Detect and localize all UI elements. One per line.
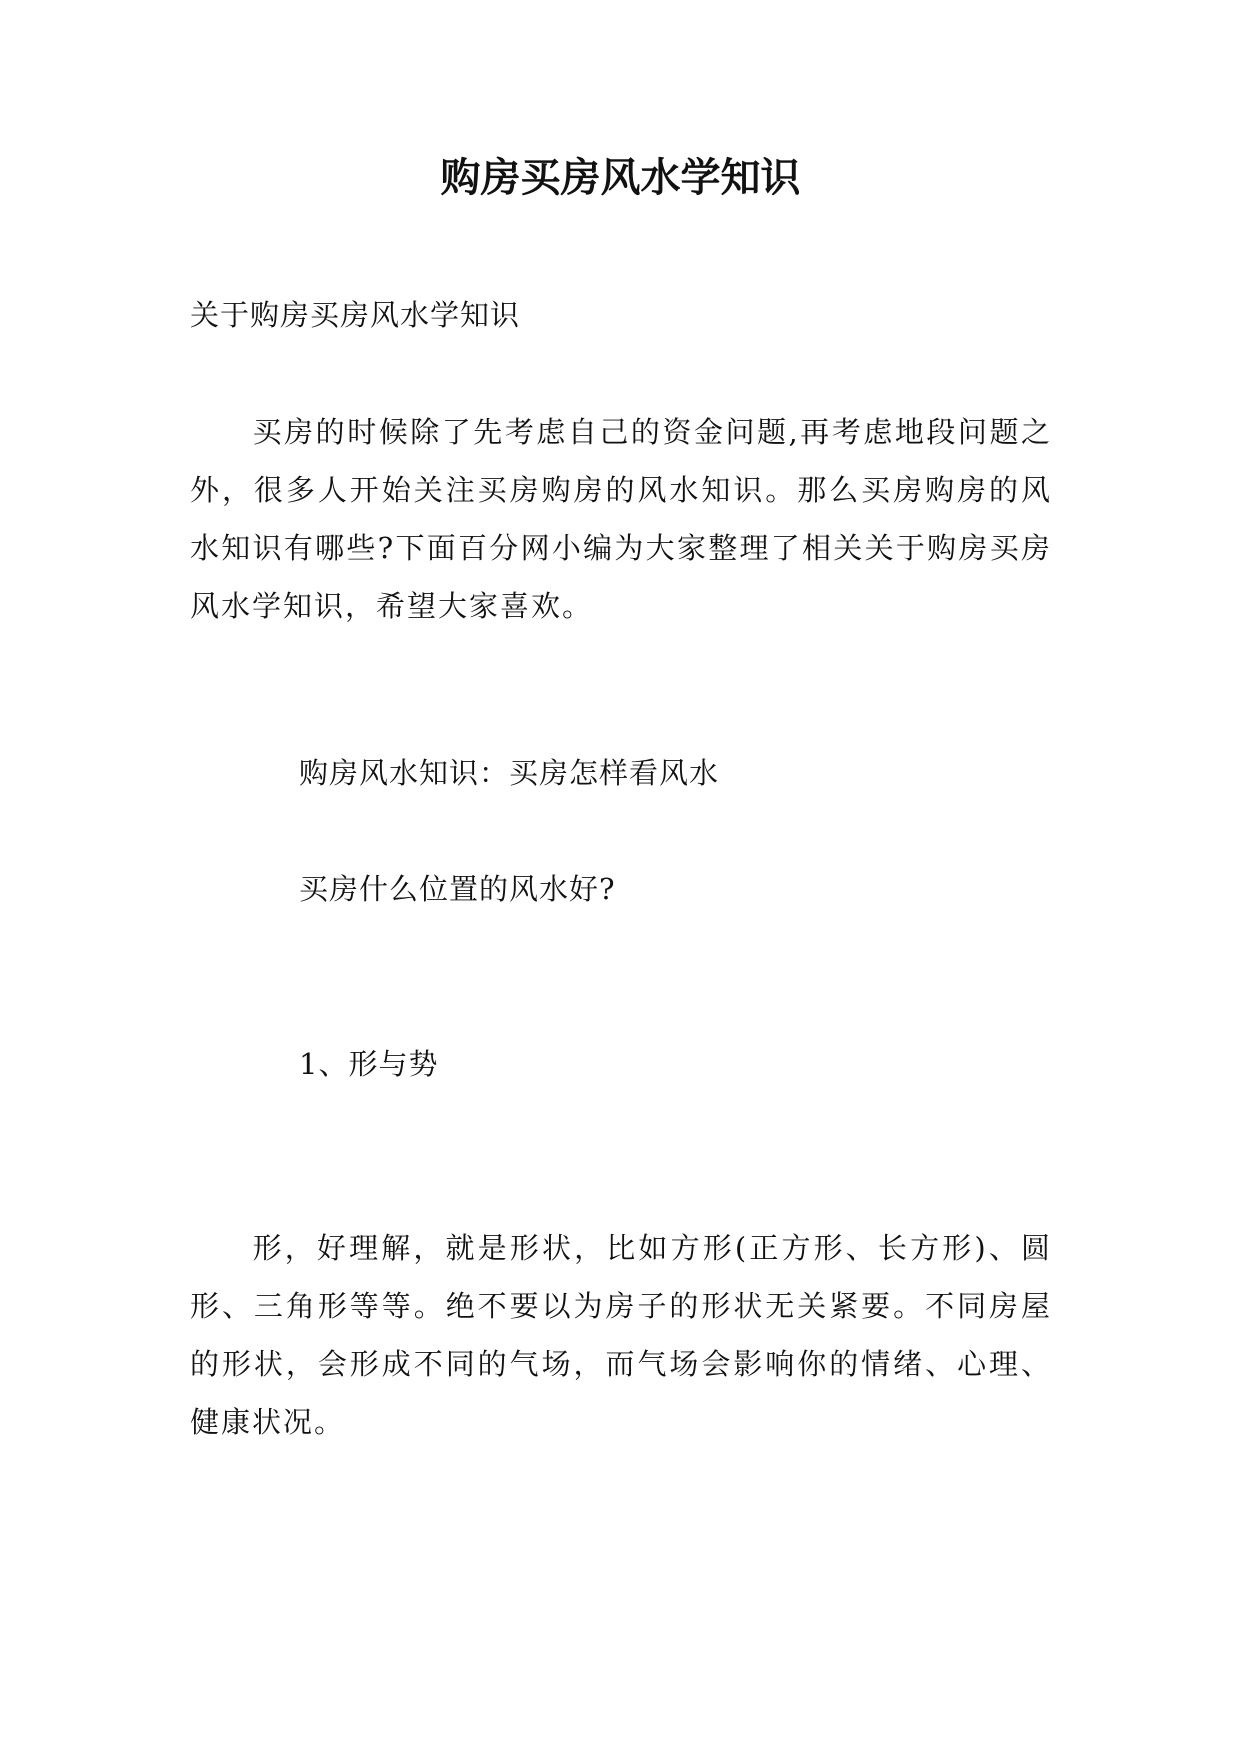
document-subtitle: 关于购房买房风水学知识 [190, 298, 521, 332]
point-body-paragraph: 形，好理解，就是形状，比如方形(正方形、长方形)、圆形、三角形等等。绝不要以为房子的形状无关紧要。不同房屋的形状，会形成不同的气场，而气场会影响你的情绪、心理、健康状况。 [190, 1231, 1052, 1439]
intro-paragraph: 买房的时候除了先考虑自己的资金问题,再考虑地段问题之外，很多人开始关注买房购房的风水知识。那么买房购房的风水知识有哪些?下面百分网小编为大家整理了相关关于购房买房风水学知识，希望大家喜欢。 [190, 415, 1052, 623]
document-title: 购房买房风水学知识 [440, 154, 801, 201]
section-heading: 购房风水知识：买房怎样看风水 [299, 756, 720, 790]
point-heading: 1、形与势 [299, 1047, 439, 1081]
question-heading: 买房什么位置的风水好? [299, 872, 616, 906]
